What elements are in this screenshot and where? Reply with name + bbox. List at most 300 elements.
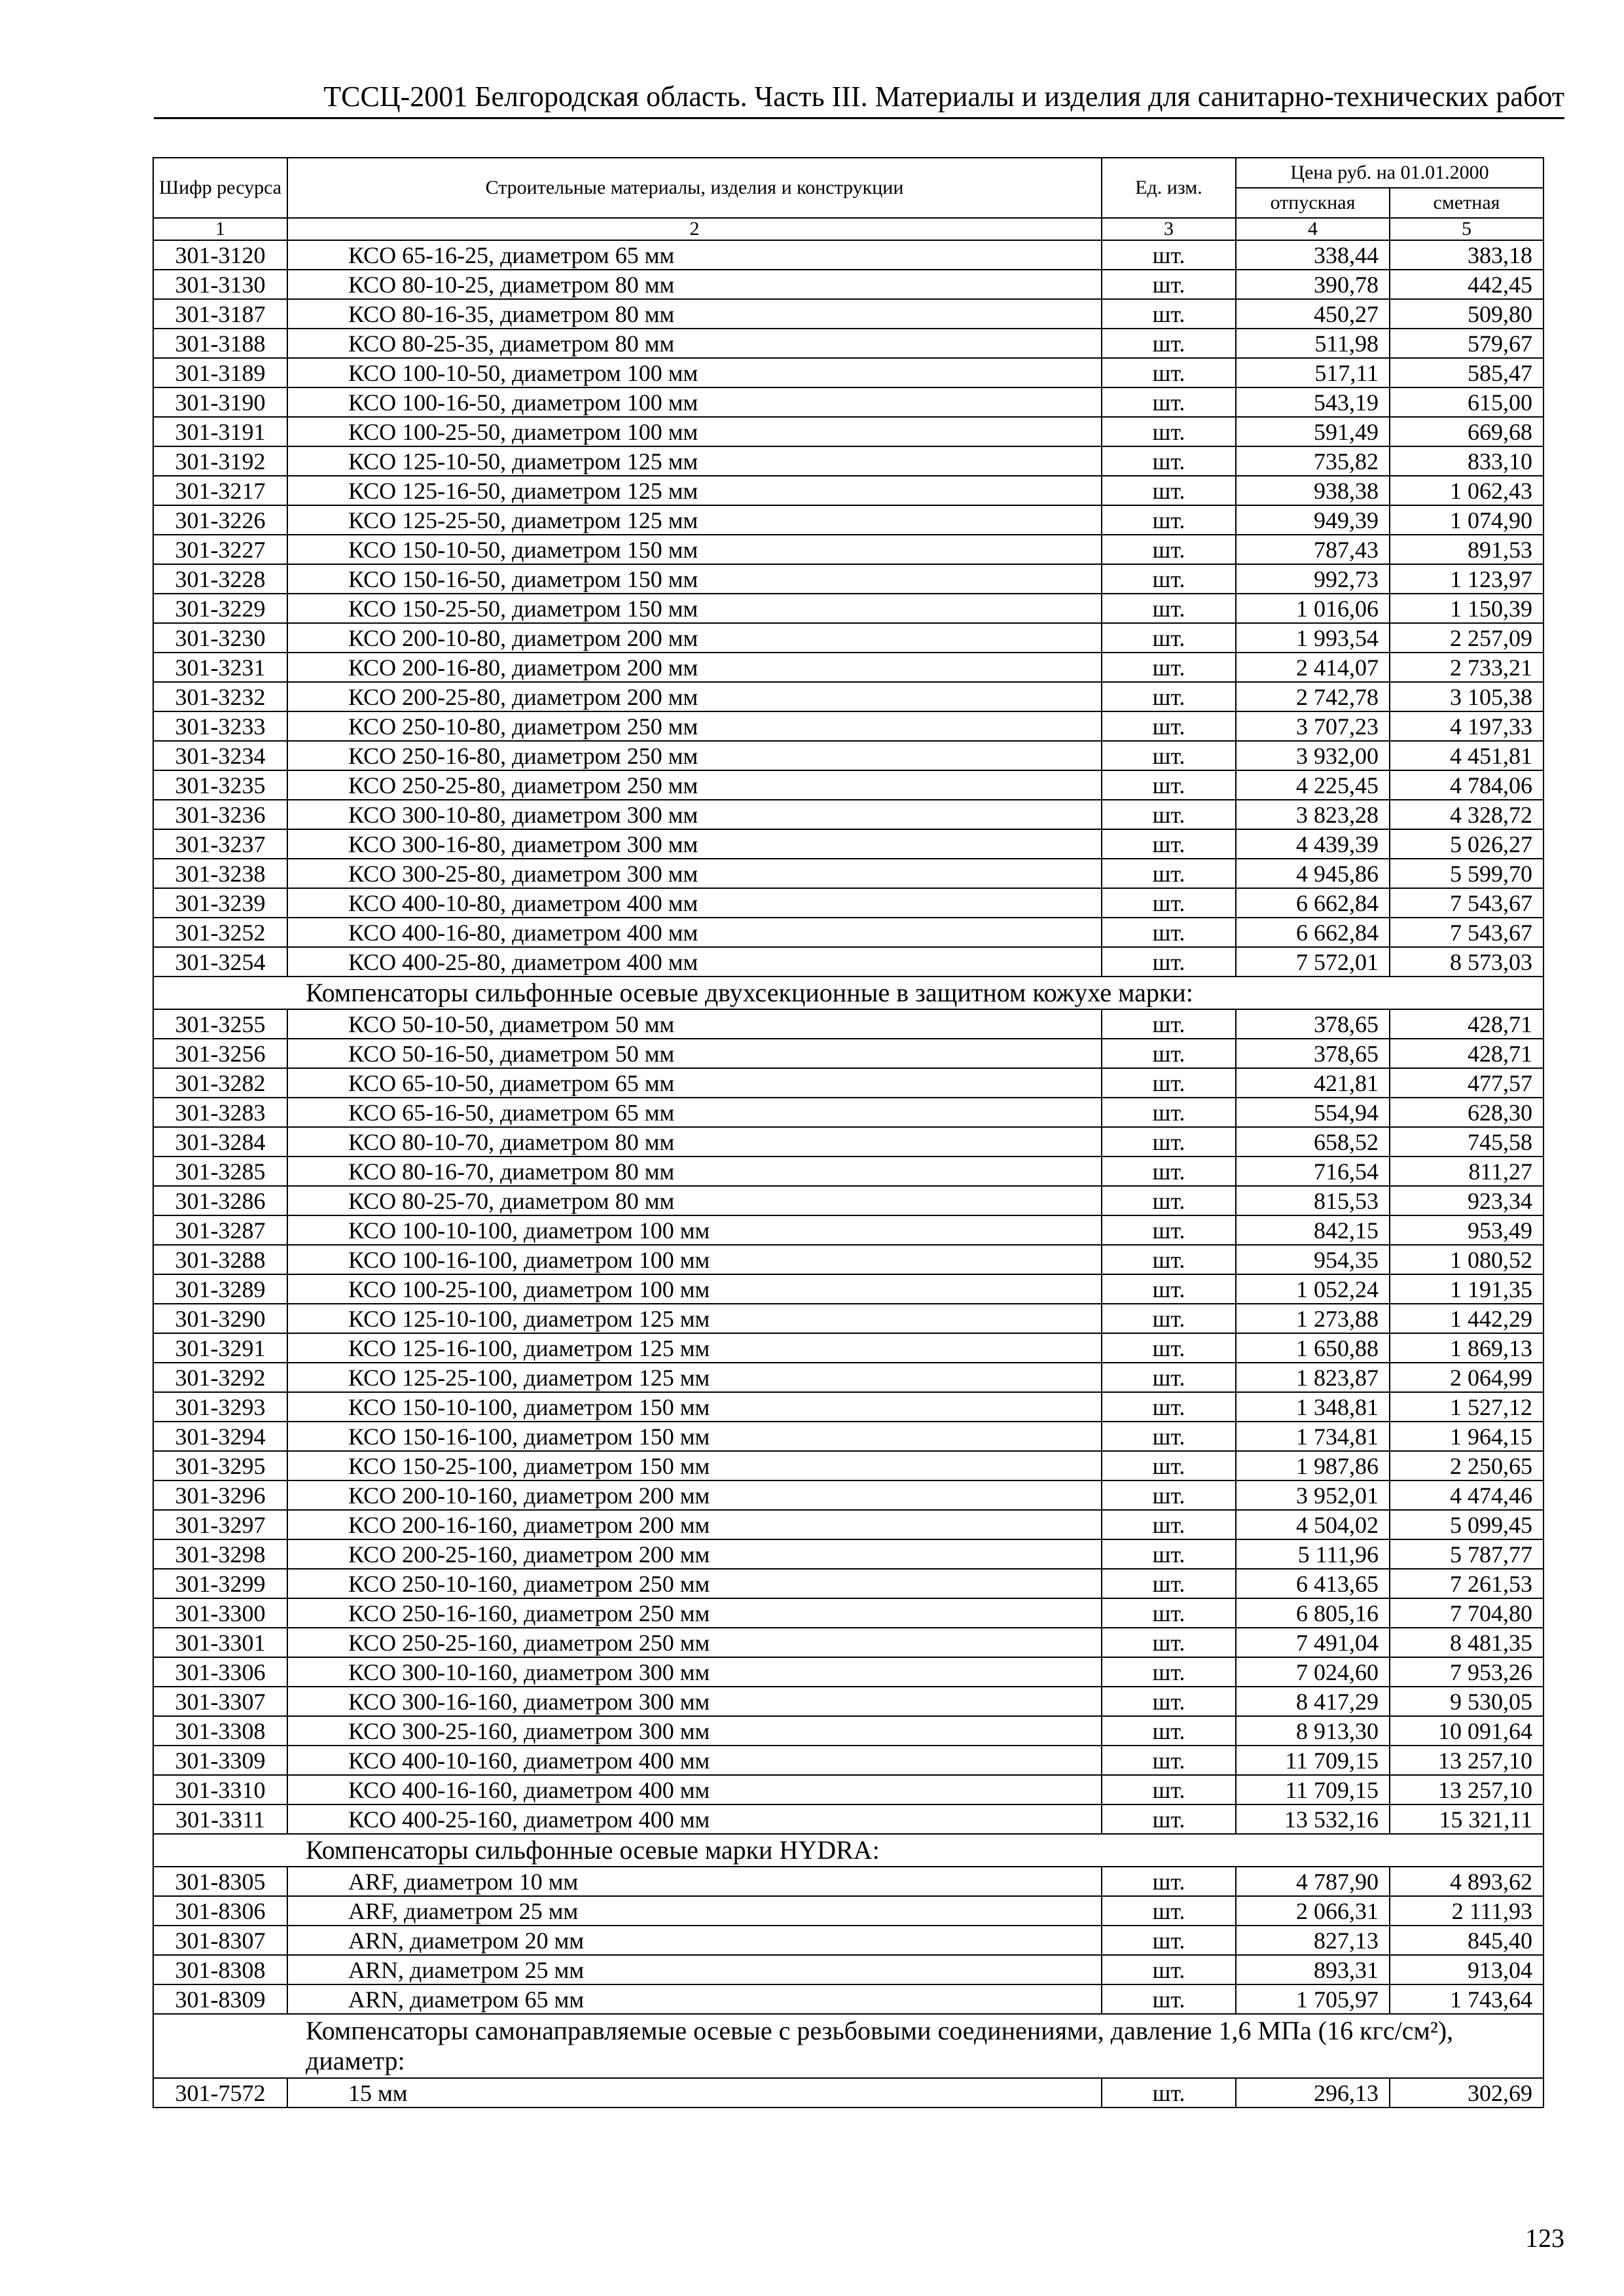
unit-cell: шт. (1102, 1363, 1236, 1392)
release-price-cell: 4 787,90 (1236, 1867, 1390, 1896)
resource-code-cell: 301-3307 (153, 1687, 287, 1716)
release-price-cell: 517,11 (1236, 358, 1390, 387)
release-price-cell: 735,82 (1236, 446, 1390, 476)
material-name-cell: КСО 250-10-80, диаметром 250 мм (287, 711, 1102, 741)
page-header-title: ТССЦ-2001 Белгородская область. Часть III. Материалы и изделия для санитарно-технических работ (323, 81, 1564, 113)
material-name-cell: КСО 300-10-80, диаметром 300 мм (287, 800, 1102, 829)
unit-cell: шт. (1102, 387, 1236, 417)
column-number: 3 (1102, 218, 1236, 240)
material-name-cell: КСО 150-25-50, диаметром 150 мм (287, 594, 1102, 623)
unit-cell: шт. (1102, 505, 1236, 535)
table-row (153, 1039, 1543, 1068)
resource-code-cell: 301-7572 (153, 2078, 287, 2108)
estimate-price-cell: 1 080,52 (1390, 1245, 1543, 1274)
resource-code-cell: 301-3299 (153, 1569, 287, 1598)
resource-code-cell: 301-3295 (153, 1451, 287, 1480)
table-row (153, 947, 1543, 977)
unit-cell: шт. (1102, 1068, 1236, 1098)
resource-code-cell: 301-3289 (153, 1274, 287, 1304)
table-row (153, 800, 1543, 829)
column-number: 1 (153, 218, 287, 240)
material-name-cell: КСО 400-25-160, диаметром 400 мм (287, 1804, 1102, 1834)
material-name-cell: ARN, диаметром 20 мм (287, 1926, 1102, 1955)
table-row (153, 1628, 1543, 1657)
release-price-cell: 716,54 (1236, 1157, 1390, 1186)
estimate-price-cell: 2 064,99 (1390, 1363, 1543, 1392)
table-row (153, 741, 1543, 770)
material-name-cell: КСО 300-16-80, диаметром 300 мм (287, 829, 1102, 859)
unit-cell: шт. (1102, 1451, 1236, 1480)
release-price-cell: 8 913,30 (1236, 1716, 1390, 1746)
estimate-price-cell: 1 074,90 (1390, 505, 1543, 535)
release-price-cell: 511,98 (1236, 329, 1390, 358)
material-name-cell: КСО 125-16-50, диаметром 125 мм (287, 476, 1102, 505)
material-name-cell: КСО 65-16-50, диаметром 65 мм (287, 1098, 1102, 1127)
resource-code-cell: 301-3254 (153, 947, 287, 977)
material-name-cell: КСО 100-10-50, диаметром 100 мм (287, 358, 1102, 387)
estimate-price-cell: 4 784,06 (1390, 770, 1543, 800)
column-header-price-group: Цена руб. на 01.01.2000 (1236, 158, 1543, 188)
table-row (153, 387, 1543, 417)
release-price-cell: 543,19 (1236, 387, 1390, 417)
price-table-body (153, 240, 1543, 2108)
table-row (153, 240, 1543, 270)
release-price-cell: 1 734,81 (1236, 1422, 1390, 1451)
unit-cell: шт. (1102, 299, 1236, 329)
material-name-cell: КСО 250-16-160, диаметром 250 мм (287, 1598, 1102, 1628)
resource-code-cell: 301-3287 (153, 1215, 287, 1245)
resource-code-cell: 301-3130 (153, 270, 287, 299)
estimate-price-cell: 1 743,64 (1390, 1984, 1543, 2014)
unit-cell: шт. (1102, 240, 1236, 270)
resource-code-cell: 301-3229 (153, 594, 287, 623)
release-price-cell: 450,27 (1236, 299, 1390, 329)
unit-cell: шт. (1102, 329, 1236, 358)
material-name-cell: КСО 400-16-80, диаметром 400 мм (287, 918, 1102, 947)
unit-cell: шт. (1102, 1215, 1236, 1245)
material-name-cell: КСО 150-10-100, диаметром 150 мм (287, 1392, 1102, 1422)
release-price-cell: 6 805,16 (1236, 1598, 1390, 1628)
material-name-cell: КСО 125-16-100, диаметром 125 мм (287, 1333, 1102, 1363)
estimate-price-cell: 2 250,65 (1390, 1451, 1543, 1480)
release-price-cell: 1 016,06 (1236, 594, 1390, 623)
unit-cell: шт. (1102, 947, 1236, 977)
estimate-price-cell: 5 787,77 (1390, 1539, 1543, 1569)
resource-code-cell: 301-3217 (153, 476, 287, 505)
price-table-head (153, 158, 1543, 240)
resource-code-cell: 301-3286 (153, 1186, 287, 1215)
table-row (153, 299, 1543, 329)
material-name-cell: ARF, диаметром 25 мм (287, 1896, 1102, 1926)
resource-code-cell: 301-8307 (153, 1926, 287, 1955)
material-name-cell: КСО 250-25-160, диаметром 250 мм (287, 1628, 1102, 1657)
unit-cell: шт. (1102, 1746, 1236, 1775)
material-name-cell: КСО 250-25-80, диаметром 250 мм (287, 770, 1102, 800)
table-row (153, 1716, 1543, 1746)
material-name-cell: ARN, диаметром 65 мм (287, 1984, 1102, 2014)
unit-cell: шт. (1102, 1422, 1236, 1451)
estimate-price-cell: 615,00 (1390, 387, 1543, 417)
estimate-price-cell: 4 328,72 (1390, 800, 1543, 829)
table-row (153, 1746, 1543, 1775)
material-name-cell: КСО 400-10-80, диаметром 400 мм (287, 888, 1102, 918)
unit-cell: шт. (1102, 682, 1236, 711)
material-name-cell: КСО 150-16-100, диаметром 150 мм (287, 1422, 1102, 1451)
release-price-cell: 338,44 (1236, 240, 1390, 270)
unit-cell: шт. (1102, 800, 1236, 829)
table-row (153, 1127, 1543, 1157)
release-price-cell: 6 413,65 (1236, 1569, 1390, 1598)
column-header-unit (1102, 158, 1236, 218)
release-price-cell: 1 348,81 (1236, 1392, 1390, 1422)
table-row (153, 1392, 1543, 1422)
material-name-cell: КСО 50-16-50, диаметром 50 мм (287, 1039, 1102, 1068)
estimate-price-cell: 1 964,15 (1390, 1422, 1543, 1451)
unit-cell: шт. (1102, 1157, 1236, 1186)
release-price-cell: 421,81 (1236, 1068, 1390, 1098)
estimate-price-cell: 428,71 (1390, 1039, 1543, 1068)
material-name-cell: КСО 400-25-80, диаметром 400 мм (287, 947, 1102, 977)
section-heading: Компенсаторы самонаправляемые осевые с резьбовыми соединениями, давление 1,6 МПа (16 кгс/см²), диаметр: (153, 2014, 1543, 2078)
resource-code-cell: 301-8305 (153, 1867, 287, 1896)
release-price-cell: 1 987,86 (1236, 1451, 1390, 1480)
estimate-price-cell: 1 869,13 (1390, 1333, 1543, 1363)
material-name-cell: КСО 250-10-160, диаметром 250 мм (287, 1569, 1102, 1598)
release-price-cell: 6 662,84 (1236, 918, 1390, 947)
material-name-cell: КСО 100-16-50, диаметром 100 мм (287, 387, 1102, 417)
release-price-cell: 954,35 (1236, 1245, 1390, 1274)
resource-code-cell: 301-3238 (153, 859, 287, 888)
column-number: 5 (1390, 218, 1543, 240)
estimate-price-cell: 579,67 (1390, 329, 1543, 358)
release-price-cell: 938,38 (1236, 476, 1390, 505)
release-price-cell: 3 932,00 (1236, 741, 1390, 770)
material-name-cell: КСО 80-16-70, диаметром 80 мм (287, 1157, 1102, 1186)
release-price-cell: 949,39 (1236, 505, 1390, 535)
table-row (153, 1480, 1543, 1510)
unit-cell: шт. (1102, 1896, 1236, 1926)
release-price-cell: 893,31 (1236, 1955, 1390, 1984)
resource-code-cell: 301-3191 (153, 417, 287, 446)
unit-cell: шт. (1102, 1274, 1236, 1304)
release-price-cell: 591,49 (1236, 417, 1390, 446)
unit-cell: шт. (1102, 1009, 1236, 1039)
table-row (153, 682, 1543, 711)
material-name-cell: КСО 300-25-80, диаметром 300 мм (287, 859, 1102, 888)
estimate-price-cell: 3 105,38 (1390, 682, 1543, 711)
resource-code-cell: 301-3233 (153, 711, 287, 741)
material-name-cell: КСО 150-16-50, диаметром 150 мм (287, 564, 1102, 594)
release-price-cell: 992,73 (1236, 564, 1390, 594)
release-price-cell: 2 066,31 (1236, 1896, 1390, 1926)
resource-code-cell: 301-3284 (153, 1127, 287, 1157)
unit-cell: шт. (1102, 770, 1236, 800)
estimate-price-cell: 2 257,09 (1390, 623, 1543, 653)
unit-cell: шт. (1102, 446, 1236, 476)
estimate-price-cell: 1 123,97 (1390, 564, 1543, 594)
table-row (153, 1539, 1543, 1569)
resource-code-cell: 301-3235 (153, 770, 287, 800)
release-price-cell: 1 993,54 (1236, 623, 1390, 653)
unit-cell: шт. (1102, 417, 1236, 446)
estimate-price-cell: 7 953,26 (1390, 1657, 1543, 1687)
material-name-cell: КСО 125-10-50, диаметром 125 мм (287, 446, 1102, 476)
resource-code-cell: 301-3236 (153, 800, 287, 829)
estimate-price-cell: 9 530,05 (1390, 1687, 1543, 1716)
unit-cell: шт. (1102, 918, 1236, 947)
estimate-price-cell: 811,27 (1390, 1157, 1543, 1186)
estimate-price-cell: 509,80 (1390, 299, 1543, 329)
unit-cell: шт. (1102, 535, 1236, 564)
release-price-cell: 4 225,45 (1236, 770, 1390, 800)
unit-cell: шт. (1102, 1867, 1236, 1896)
table-row (153, 1569, 1543, 1598)
unit-cell: шт. (1102, 1539, 1236, 1569)
column-header-name: Строительные материалы, изделия и конструкции (287, 158, 1102, 218)
release-price-cell: 842,15 (1236, 1215, 1390, 1245)
resource-code-cell: 301-3227 (153, 535, 287, 564)
resource-code-cell: 301-3291 (153, 1333, 287, 1363)
release-price-cell: 1 052,24 (1236, 1274, 1390, 1304)
estimate-price-cell: 7 704,80 (1390, 1598, 1543, 1628)
resource-code-cell: 301-3297 (153, 1510, 287, 1539)
table-row (153, 1245, 1543, 1274)
table-row (153, 1451, 1543, 1480)
unit-cell: шт. (1102, 1804, 1236, 1834)
material-name-cell: КСО 300-16-160, диаметром 300 мм (287, 1687, 1102, 1716)
estimate-price-cell: 5 599,70 (1390, 859, 1543, 888)
section-heading-row (153, 2014, 1543, 2078)
unit-cell: шт. (1102, 829, 1236, 859)
material-name-cell: КСО 65-16-25, диаметром 65 мм (287, 240, 1102, 270)
table-row (153, 859, 1543, 888)
estimate-price-cell: 15 321,11 (1390, 1804, 1543, 1834)
material-name-cell: КСО 250-16-80, диаметром 250 мм (287, 741, 1102, 770)
estimate-price-cell: 442,45 (1390, 270, 1543, 299)
material-name-cell: КСО 100-25-50, диаметром 100 мм (287, 417, 1102, 446)
section-heading: Компенсаторы сильфонные осевые двухсекционные в защитном кожухе марки: (153, 977, 1543, 1009)
resource-code-cell: 301-3309 (153, 1746, 287, 1775)
material-name-cell: КСО 200-16-160, диаметром 200 мм (287, 1510, 1102, 1539)
resource-code-cell: 301-3230 (153, 623, 287, 653)
estimate-price-cell: 5 026,27 (1390, 829, 1543, 859)
column-number: 2 (287, 218, 1102, 240)
unit-cell: шт. (1102, 1598, 1236, 1628)
unit-cell: шт. (1102, 1392, 1236, 1422)
resource-code-cell: 301-3237 (153, 829, 287, 859)
table-row (153, 505, 1543, 535)
resource-code-cell: 301-3256 (153, 1039, 287, 1068)
estimate-price-cell: 2 111,93 (1390, 1896, 1543, 1926)
unit-cell: шт. (1102, 1510, 1236, 1539)
material-name-cell: КСО 400-10-160, диаметром 400 мм (287, 1746, 1102, 1775)
resource-code-cell: 301-3283 (153, 1098, 287, 1127)
unit-cell: шт. (1102, 1628, 1236, 1657)
unit-cell: шт. (1102, 1333, 1236, 1363)
unit-cell: шт. (1102, 1480, 1236, 1510)
estimate-price-cell: 428,71 (1390, 1009, 1543, 1039)
estimate-price-cell: 1 442,29 (1390, 1304, 1543, 1333)
column-header-price-release: отпускная (1236, 188, 1390, 218)
column-header-price-estimate: сметная (1390, 188, 1543, 218)
unit-cell: шт. (1102, 1657, 1236, 1687)
table-row (153, 829, 1543, 859)
estimate-price-cell: 477,57 (1390, 1068, 1543, 1098)
unit-cell: шт. (1102, 888, 1236, 918)
table-row (153, 1068, 1543, 1098)
table-row (153, 476, 1543, 505)
release-price-cell: 5 111,96 (1236, 1539, 1390, 1569)
price-table (153, 157, 1544, 2108)
resource-code-cell: 301-3294 (153, 1422, 287, 1451)
release-price-cell: 3 823,28 (1236, 800, 1390, 829)
table-row (153, 1363, 1543, 1392)
unit-cell: шт. (1102, 358, 1236, 387)
resource-code-cell: 301-3288 (153, 1245, 287, 1274)
table-row (153, 417, 1543, 446)
resource-code-cell: 301-3296 (153, 1480, 287, 1510)
resource-code-cell: 301-3310 (153, 1775, 287, 1804)
release-price-cell: 390,78 (1236, 270, 1390, 299)
release-price-cell: 378,65 (1236, 1039, 1390, 1068)
table-row (153, 1687, 1543, 1716)
estimate-price-cell: 8 481,35 (1390, 1628, 1543, 1657)
material-name-cell: КСО 400-16-160, диаметром 400 мм (287, 1775, 1102, 1804)
resource-code-cell: 301-3232 (153, 682, 287, 711)
estimate-price-cell: 923,34 (1390, 1186, 1543, 1215)
table-row (153, 1775, 1543, 1804)
unit-cell: шт. (1102, 1984, 1236, 2014)
estimate-price-cell: 10 091,64 (1390, 1716, 1543, 1746)
resource-code-cell: 301-3298 (153, 1539, 287, 1569)
table-row (153, 1896, 1543, 1926)
release-price-cell: 6 662,84 (1236, 888, 1390, 918)
unit-cell: шт. (1102, 594, 1236, 623)
unit-cell: шт. (1102, 476, 1236, 505)
unit-cell: шт. (1102, 1186, 1236, 1215)
resource-code-cell: 301-3187 (153, 299, 287, 329)
estimate-price-cell: 5 099,45 (1390, 1510, 1543, 1539)
estimate-price-cell: 1 150,39 (1390, 594, 1543, 623)
unit-cell: шт. (1102, 270, 1236, 299)
resource-code-cell: 301-3120 (153, 240, 287, 270)
release-price-cell: 11 709,15 (1236, 1746, 1390, 1775)
estimate-price-cell: 833,10 (1390, 446, 1543, 476)
resource-code-cell: 301-3255 (153, 1009, 287, 1039)
unit-cell: шт. (1102, 653, 1236, 682)
release-price-cell: 787,43 (1236, 535, 1390, 564)
section-heading: Компенсаторы сильфонные осевые марки HYDRA: (153, 1834, 1543, 1867)
unit-cell: шт. (1102, 623, 1236, 653)
estimate-price-cell: 913,04 (1390, 1955, 1543, 1984)
table-row (153, 270, 1543, 299)
table-row (153, 1422, 1543, 1451)
resource-code-cell: 301-3282 (153, 1068, 287, 1098)
release-price-cell: 1 705,97 (1236, 1984, 1390, 2014)
resource-code-cell: 301-8308 (153, 1955, 287, 1984)
estimate-price-cell: 7 543,67 (1390, 918, 1543, 947)
release-price-cell: 4 504,02 (1236, 1510, 1390, 1539)
resource-code-cell: 301-3292 (153, 1363, 287, 1392)
material-name-cell: 15 мм (287, 2078, 1102, 2108)
release-price-cell: 554,94 (1236, 1098, 1390, 1127)
estimate-price-cell: 4 451,81 (1390, 741, 1543, 770)
table-row (153, 1657, 1543, 1687)
estimate-price-cell: 302,69 (1390, 2078, 1543, 2108)
release-price-cell: 2 742,78 (1236, 682, 1390, 711)
material-name-cell: КСО 300-10-160, диаметром 300 мм (287, 1657, 1102, 1687)
material-name-cell: КСО 125-10-100, диаметром 125 мм (287, 1304, 1102, 1333)
release-price-cell: 827,13 (1236, 1926, 1390, 1955)
unit-cell: шт. (1102, 1687, 1236, 1716)
table-row (153, 1955, 1543, 1984)
estimate-price-cell: 745,58 (1390, 1127, 1543, 1157)
table-row (153, 329, 1543, 358)
table-row (153, 2078, 1543, 2108)
release-price-cell: 1 823,87 (1236, 1363, 1390, 1392)
table-row (153, 1186, 1543, 1215)
release-price-cell: 1 650,88 (1236, 1333, 1390, 1363)
resource-code-cell: 301-3231 (153, 653, 287, 682)
estimate-price-cell: 845,40 (1390, 1926, 1543, 1955)
release-price-cell: 4 945,86 (1236, 859, 1390, 888)
column-number: 4 (1236, 218, 1390, 240)
table-row (153, 1098, 1543, 1127)
release-price-cell: 4 439,39 (1236, 829, 1390, 859)
table-row (153, 918, 1543, 947)
release-price-cell: 3 707,23 (1236, 711, 1390, 741)
release-price-cell: 296,13 (1236, 2078, 1390, 2108)
table-row (153, 1598, 1543, 1628)
estimate-price-cell: 1 527,12 (1390, 1392, 1543, 1422)
estimate-price-cell: 1 062,43 (1390, 476, 1543, 505)
resource-code-cell: 301-3300 (153, 1598, 287, 1628)
material-name-cell: ARN, диаметром 25 мм (287, 1955, 1102, 1984)
release-price-cell: 13 532,16 (1236, 1804, 1390, 1834)
table-row (153, 1804, 1543, 1834)
unit-cell: шт. (1102, 741, 1236, 770)
resource-code-cell: 301-3192 (153, 446, 287, 476)
resource-code-cell: 301-8309 (153, 1984, 287, 2014)
estimate-price-cell: 4 893,62 (1390, 1867, 1543, 1896)
release-price-cell: 11 709,15 (1236, 1775, 1390, 1804)
release-price-cell: 378,65 (1236, 1009, 1390, 1039)
estimate-price-cell: 8 573,03 (1390, 947, 1543, 977)
column-header-unit-label: Ед. изм. (1135, 177, 1202, 198)
table-row (153, 358, 1543, 387)
material-name-cell: КСО 125-25-50, диаметром 125 мм (287, 505, 1102, 535)
page-number: 123 (1525, 2223, 1564, 2253)
estimate-price-cell: 7 261,53 (1390, 1569, 1543, 1598)
material-name-cell: КСО 200-16-80, диаметром 200 мм (287, 653, 1102, 682)
table-row (153, 653, 1543, 682)
material-name-cell: КСО 100-25-100, диаметром 100 мм (287, 1274, 1102, 1304)
resource-code-cell: 301-3226 (153, 505, 287, 535)
material-name-cell: КСО 80-16-35, диаметром 80 мм (287, 299, 1102, 329)
column-header-code (153, 158, 287, 218)
unit-cell: шт. (1102, 1775, 1236, 1804)
table-row (153, 888, 1543, 918)
unit-cell: шт. (1102, 859, 1236, 888)
material-name-cell: КСО 200-10-80, диаметром 200 мм (287, 623, 1102, 653)
resource-code-cell: 301-8306 (153, 1896, 287, 1926)
release-price-cell: 1 273,88 (1236, 1304, 1390, 1333)
estimate-price-cell: 953,49 (1390, 1215, 1543, 1245)
estimate-price-cell: 383,18 (1390, 240, 1543, 270)
release-price-cell: 815,53 (1236, 1186, 1390, 1215)
table-row (153, 564, 1543, 594)
material-name-cell: КСО 150-10-50, диаметром 150 мм (287, 535, 1102, 564)
